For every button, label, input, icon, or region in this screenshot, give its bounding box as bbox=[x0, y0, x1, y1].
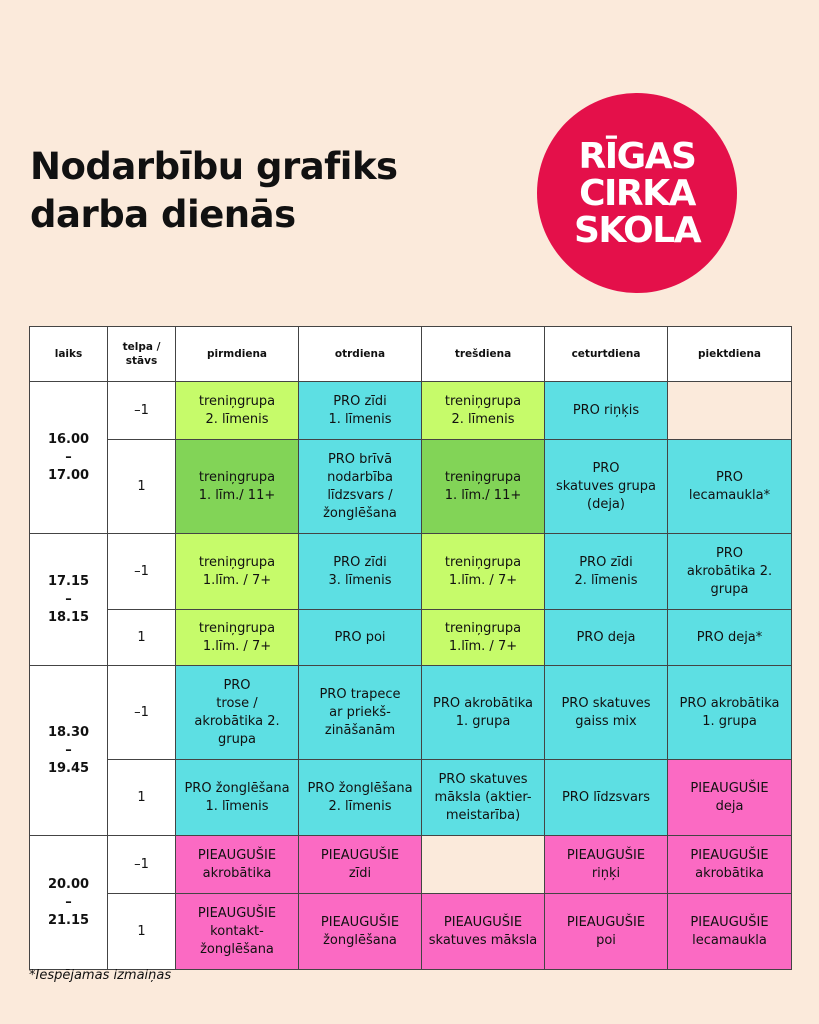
class-cell: PRO žonglēšana 1. līmenis bbox=[176, 760, 299, 836]
floor-cell: 1 bbox=[108, 610, 176, 666]
title-line-2: darba dienās bbox=[30, 193, 296, 236]
schedule-table bbox=[29, 326, 792, 970]
class-cell: treniņgrupa 1.līm. / 7+ bbox=[422, 610, 545, 666]
class-cell: PRO līdzsvars bbox=[545, 760, 668, 836]
floor-cell: 1 bbox=[108, 760, 176, 836]
footnote: *Iespējamas izmaiņas bbox=[29, 968, 172, 983]
class-cell: PRO zīdi 2. līmenis bbox=[545, 534, 668, 610]
class-cell: PRO zīdi 3. līmenis bbox=[299, 534, 422, 610]
class-cell: PIEAUGUŠIE poi bbox=[545, 894, 668, 970]
class-cell bbox=[422, 836, 545, 894]
floor-cell: –1 bbox=[108, 666, 176, 760]
class-cell: PIEAUGUŠIE žonglēšana bbox=[299, 894, 422, 970]
class-cell: PIEAUGUŠIE riņķi bbox=[545, 836, 668, 894]
header-time: laiks bbox=[30, 327, 108, 382]
floor-cell: –1 bbox=[108, 534, 176, 610]
time-slot: 16.00 – 17.00 bbox=[30, 382, 108, 534]
floor-cell: –1 bbox=[108, 836, 176, 894]
header-floor: telpa / stāvs bbox=[108, 327, 176, 382]
class-cell: PIEAUGUŠIE deja bbox=[668, 760, 792, 836]
class-cell: PRO riņķis bbox=[545, 382, 668, 440]
class-cell: PRO lecamaukla* bbox=[668, 440, 792, 534]
table-row bbox=[30, 440, 792, 534]
table-row bbox=[30, 836, 792, 894]
school-logo bbox=[537, 93, 737, 293]
class-cell bbox=[668, 382, 792, 440]
logo-line-2: CIRKA bbox=[579, 172, 695, 214]
class-cell: PRO žonglēšana 2. līmenis bbox=[299, 760, 422, 836]
floor-cell: –1 bbox=[108, 382, 176, 440]
class-cell: treniņgrupa 2. līmenis bbox=[176, 382, 299, 440]
class-cell: PRO deja* bbox=[668, 610, 792, 666]
table-row bbox=[30, 382, 792, 440]
floor-cell: 1 bbox=[108, 894, 176, 970]
table-row bbox=[30, 666, 792, 760]
class-cell: PRO poi bbox=[299, 610, 422, 666]
class-cell: PRO trose / akrobātika 2. grupa bbox=[176, 666, 299, 760]
floor-cell: 1 bbox=[108, 440, 176, 534]
class-cell: PRO skatuves gaiss mix bbox=[545, 666, 668, 760]
page-title bbox=[30, 143, 398, 239]
table-row bbox=[30, 894, 792, 970]
header-wednesday: trešdiena bbox=[422, 327, 545, 382]
title-line-1: Nodarbību grafiks bbox=[30, 145, 398, 188]
class-cell: treniņgrupa 1.līm. / 7+ bbox=[176, 534, 299, 610]
table-row bbox=[30, 534, 792, 610]
header-thursday: ceturtdiena bbox=[545, 327, 668, 382]
class-cell: PIEAUGUŠIE akrobātika bbox=[176, 836, 299, 894]
class-cell: PIEAUGUŠIE kontakt- žonglēšana bbox=[176, 894, 299, 970]
class-cell: PIEAUGUŠIE akrobātika bbox=[668, 836, 792, 894]
header-row bbox=[30, 327, 792, 382]
class-cell: PRO akrobātika 2. grupa bbox=[668, 534, 792, 610]
time-slot: 17.15 – 18.15 bbox=[30, 534, 108, 666]
class-cell: treniņgrupa 1. līm./ 11+ bbox=[422, 440, 545, 534]
time-slot: 20.00 – 21.15 bbox=[30, 836, 108, 970]
class-cell: PRO skatuves grupa (deja) bbox=[545, 440, 668, 534]
header-tuesday: otrdiena bbox=[299, 327, 422, 382]
header-monday: pirmdiena bbox=[176, 327, 299, 382]
class-cell: treniņgrupa 1. līm./ 11+ bbox=[176, 440, 299, 534]
logo-line-3: SKOLA bbox=[573, 209, 701, 251]
class-cell: PRO zīdi 1. līmenis bbox=[299, 382, 422, 440]
class-cell: PRO trapece ar priekš- zināšanām bbox=[299, 666, 422, 760]
class-cell: PRO akrobātika 1. grupa bbox=[422, 666, 545, 760]
class-cell: treniņgrupa 2. līmenis bbox=[422, 382, 545, 440]
logo-line-1: RĪGAS bbox=[578, 135, 696, 177]
class-cell: PRO skatuves māksla (aktier- meistarība) bbox=[422, 760, 545, 836]
header-friday: piektdiena bbox=[668, 327, 792, 382]
class-cell: PRO brīvā nodarbība līdzsvars / žonglēšana bbox=[299, 440, 422, 534]
class-cell: treniņgrupa 1.līm. / 7+ bbox=[176, 610, 299, 666]
class-cell: PIEAUGUŠIE zīdi bbox=[299, 836, 422, 894]
class-cell: PRO deja bbox=[545, 610, 668, 666]
class-cell: PIEAUGUŠIE lecamaukla bbox=[668, 894, 792, 970]
time-slot: 18.30 – 19.45 bbox=[30, 666, 108, 836]
table-row bbox=[30, 610, 792, 666]
class-cell: PRO akrobātika 1. grupa bbox=[668, 666, 792, 760]
class-cell: PIEAUGUŠIE skatuves māksla bbox=[422, 894, 545, 970]
class-cell: treniņgrupa 1.līm. / 7+ bbox=[422, 534, 545, 610]
table-row bbox=[30, 760, 792, 836]
